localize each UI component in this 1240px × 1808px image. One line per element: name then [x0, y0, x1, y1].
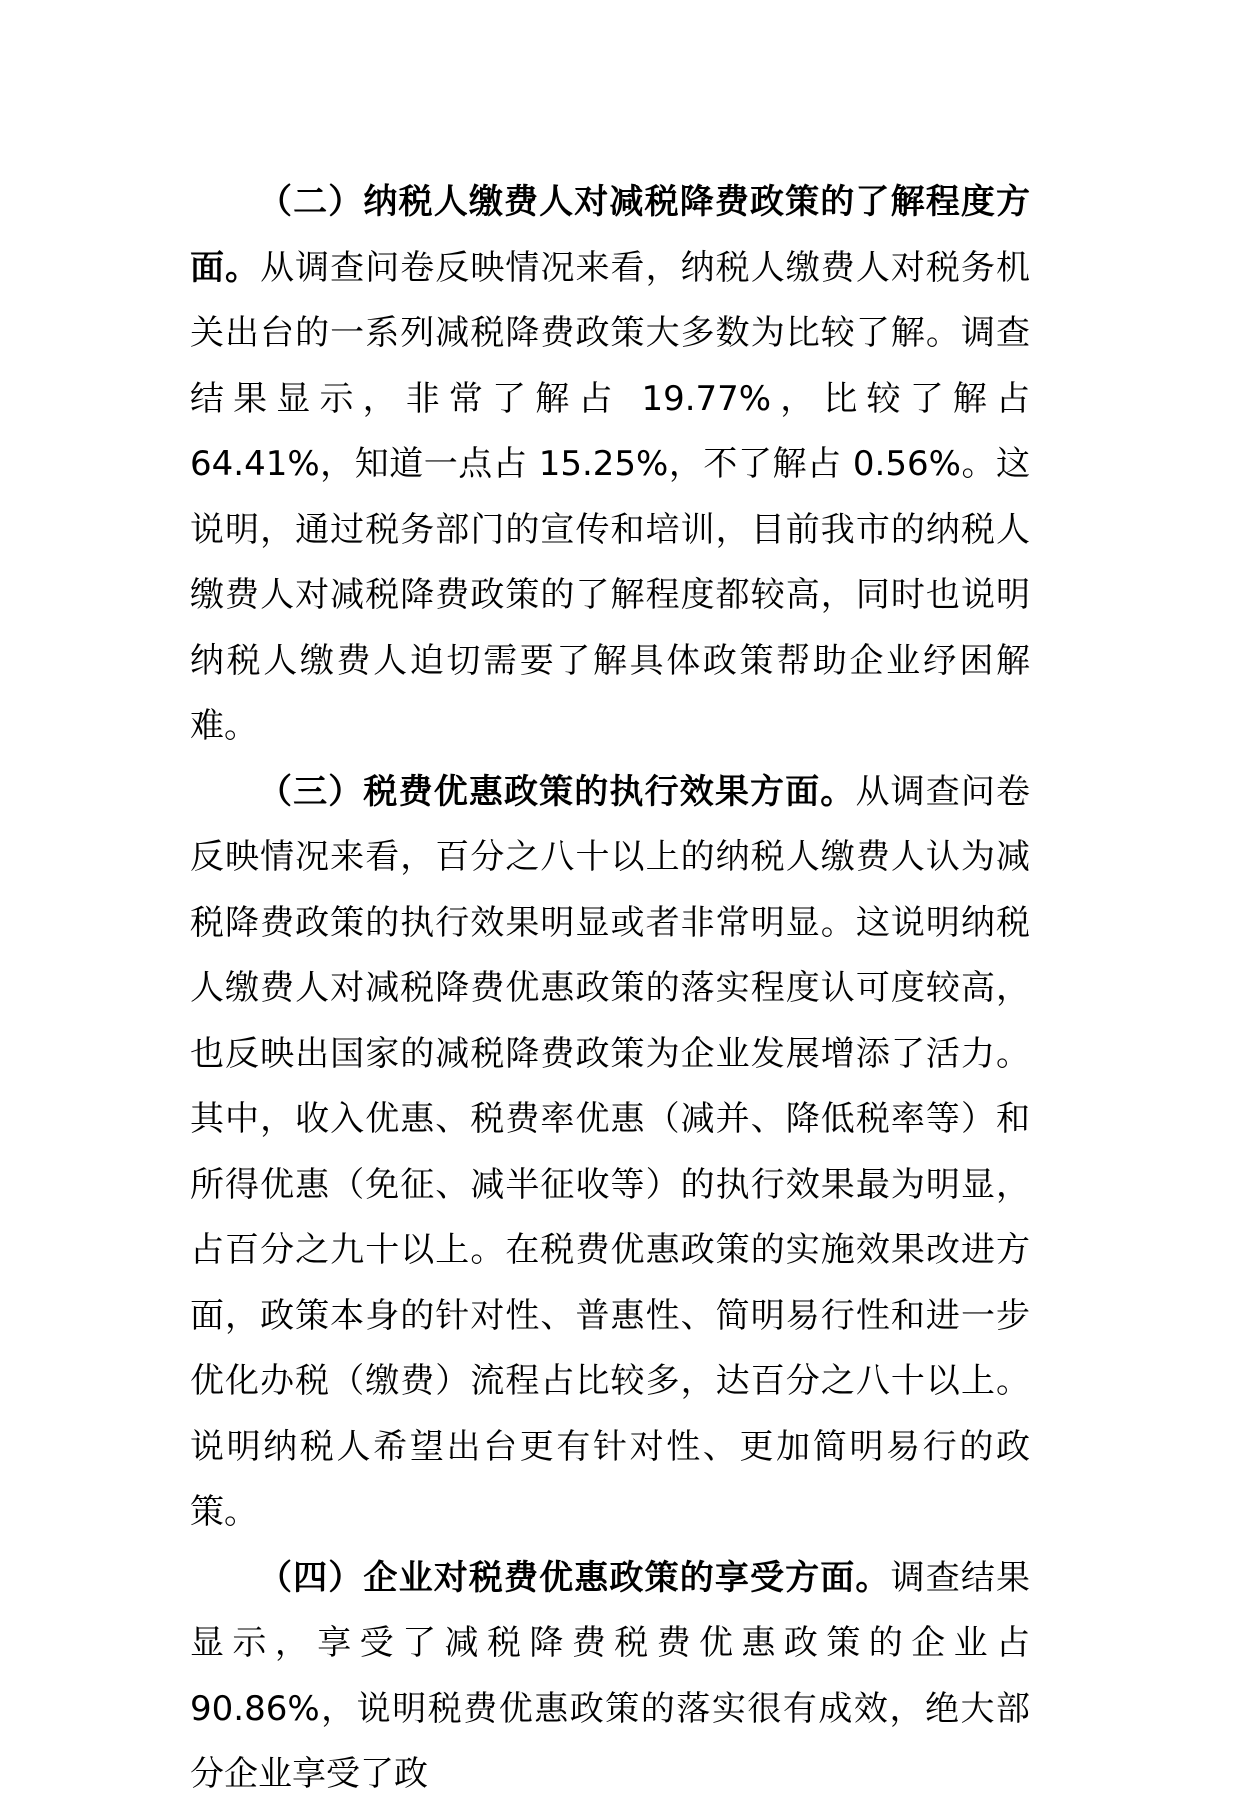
paragraph-text: 调查结果显示，享受了减税降费税费优惠政策的企业占 90.86%，说明税费优惠政策的落实很有成效，绝大部分企业享受了政: [190, 1557, 1031, 1794]
paragraph-text: 从调查问卷反映情况来看，纳税人缴费人对税务机关出台的一系列减税降费政策大多数为比较了解。调查结果显示，非常了解占 19.77%，比较了解占 64.41%，知道一点占 15.25%，不了解占 0.56%。这说明，通过税务部门的宣传和培训，目前我市的纳税人缴费人对减税降费政策的了解程度都较高，同时也说明纳税人缴费人迫切需要了解具体政策帮助企业纾困解难。: [190, 247, 1031, 746]
section-heading-3: （三）税费优惠政策的执行效果方面。: [258, 771, 856, 812]
section-heading-4: （四）企业对税费优惠政策的享受方面。: [258, 1557, 891, 1598]
paragraph-enjoyment: [190, 1546, 1030, 1808]
paragraph-execution-effect: [190, 760, 1030, 1546]
document-body: [190, 170, 1030, 1808]
paragraph-understanding: [190, 170, 1030, 760]
paragraph-text: 从调查问卷反映情况来看，百分之八十以上的纳税人缴费人认为减税降费政策的执行效果明显或者非常明显。这说明纳税人缴费人对减税降费优惠政策的落实程度认可度较高，也反映出国家的减税降费政策为企业发展增添了活力。其中，收入优惠、税费率优惠（减并、降低税率等）和所得优惠（免征、减半征收等）的执行效果最为明显，占百分之九十以上。在税费优惠政策的实施效果改进方面，政策本身的针对性、普惠性、简明易行性和进一步优化办税（缴费）流程占比较多，达百分之八十以上。说明纳税人希望出台更有针对性、更加简明易行的政策。: [190, 771, 1031, 1532]
section-heading-2: （二）纳税人缴费人对减税降费政策的了解程度方面。: [190, 182, 1030, 288]
